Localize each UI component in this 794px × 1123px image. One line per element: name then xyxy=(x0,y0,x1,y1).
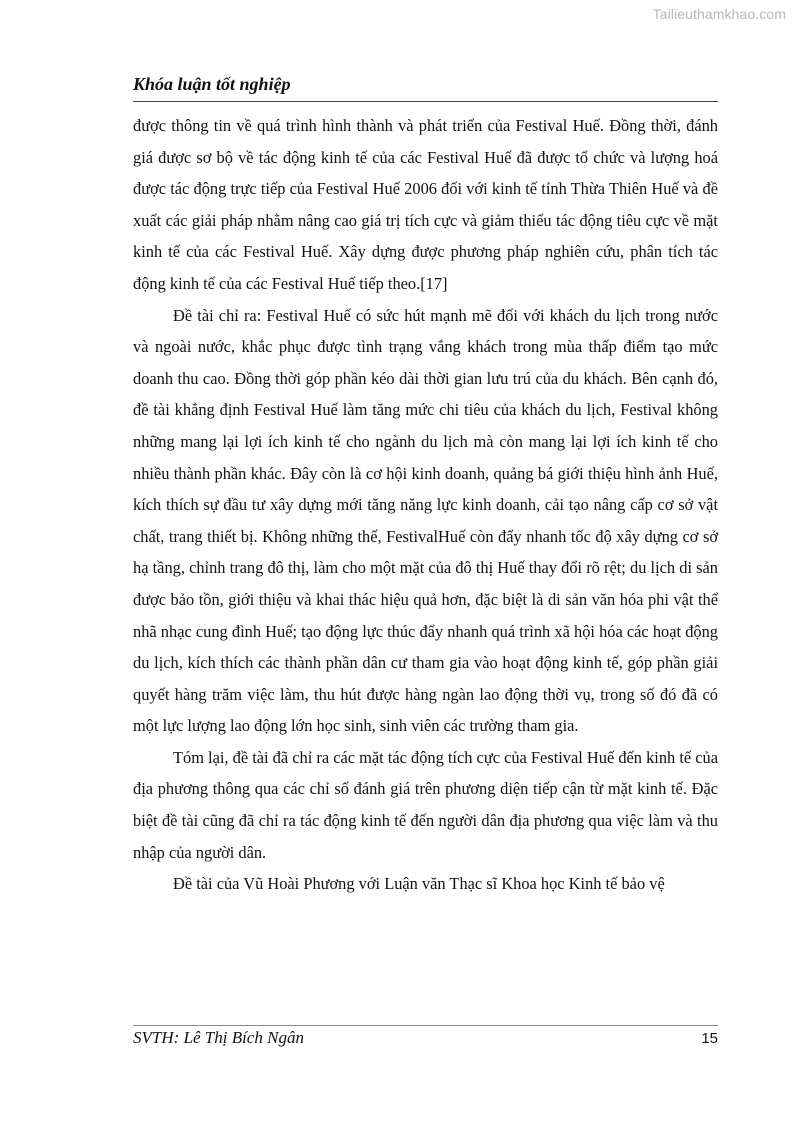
paragraph-continuation: được thông tin về quá trình hình thành và phát triển của Festival Huế. Đồng thời, đánh giá được sơ bộ về tác động kinh tế của các Festival Huế đã được tổ chức và lượng hoá được tác động trực tiếp của Festival Huế 2006 đối với kinh tế tỉnh Thừa Thiên Huế và đề xuất các giải pháp nhằm nâng cao giá trị tích cực và giảm thiểu tác động tiêu cực về mặt kinh tế của các Festival Huế. Xây dựng được phương pháp nghiên cứu, phân tích tác động kinh tế của các Festival Huế tiếp theo.[17] xyxy=(133,116,718,293)
page-header-title: Khóa luận tốt nghiệp xyxy=(133,74,291,94)
document-body xyxy=(133,110,718,900)
watermark-text: Tailieuthamkhao.com xyxy=(652,6,786,22)
paragraph: Đề tài chỉ ra: Festival Huế có sức hút mạnh mẽ đối với khách du lịch trong nước và ngoài nước, khắc phục được tình trạng vắng khách trong mùa thấp điểm tạo mức doanh thu cao. Đồng thời góp phần kéo dài thời gian lưu trú của du khách. Bên cạnh đó, đề tài khẳng định Festival Huế làm tăng mức chi tiêu của khách du lịch, Festival không những mang lại lợi ích kinh tế cho ngành du lịch mà còn mang lại lợi ích kinh tế cho nhiều thành phần khác. Đây còn là cơ hội kinh doanh, quảng bá giới thiệu hình ảnh Huế, kích thích sự đầu tư xây dựng mới tăng năng lực kinh doanh, cải tạo nâng cấp cơ sở vật chất, trang thiết bị. Không những thế, FestivalHuế còn đẩy nhanh tốc độ xây dựng cơ sở hạ tầng, chỉnh trang đô thị, làm cho một mặt của đô thị Huế thay đổi rõ rệt; du lịch di sản được bảo tồn, giới thiệu và khai thác hiệu quả hơn, đặc biệt là di sản văn hóa phi vật thể nhã nhạc cung đình Huế; tạo động lực thúc đẩy nhanh quá trình xã hội hóa các hoạt động du lịch, kích thích các thành phần dân cư tham gia vào hoạt động kinh tế, góp phần giải quyết hàng trăm việc làm, thu hút được hàng ngàn lao động thời vụ, trong số đó đã có một lực lượng lao động lớn học sinh, sinh viên các trường tham gia. xyxy=(133,305,718,736)
footer-divider xyxy=(133,1025,718,1026)
header-divider xyxy=(133,101,718,102)
paragraph: Tóm lại, đề tài đã chỉ ra các mặt tác động tích cực của Festival Huế đến kinh tế của địa phương thông qua các chỉ số đánh giá trên phương diện tiếp cận từ mặt kinh tế. Đặc biệt đề tài cũng đã chỉ ra tác động kinh tế đến người dân địa phương qua việc làm và thu nhập của người dân. xyxy=(133,747,719,862)
page-number: 15 xyxy=(701,1030,718,1047)
footer-author: SVTH: Lê Thị Bích Ngân xyxy=(133,1028,304,1047)
paragraph: Đề tài của Vũ Hoài Phương với Luận văn Thạc sĩ Khoa học Kinh tế bảo vệ xyxy=(173,874,665,894)
